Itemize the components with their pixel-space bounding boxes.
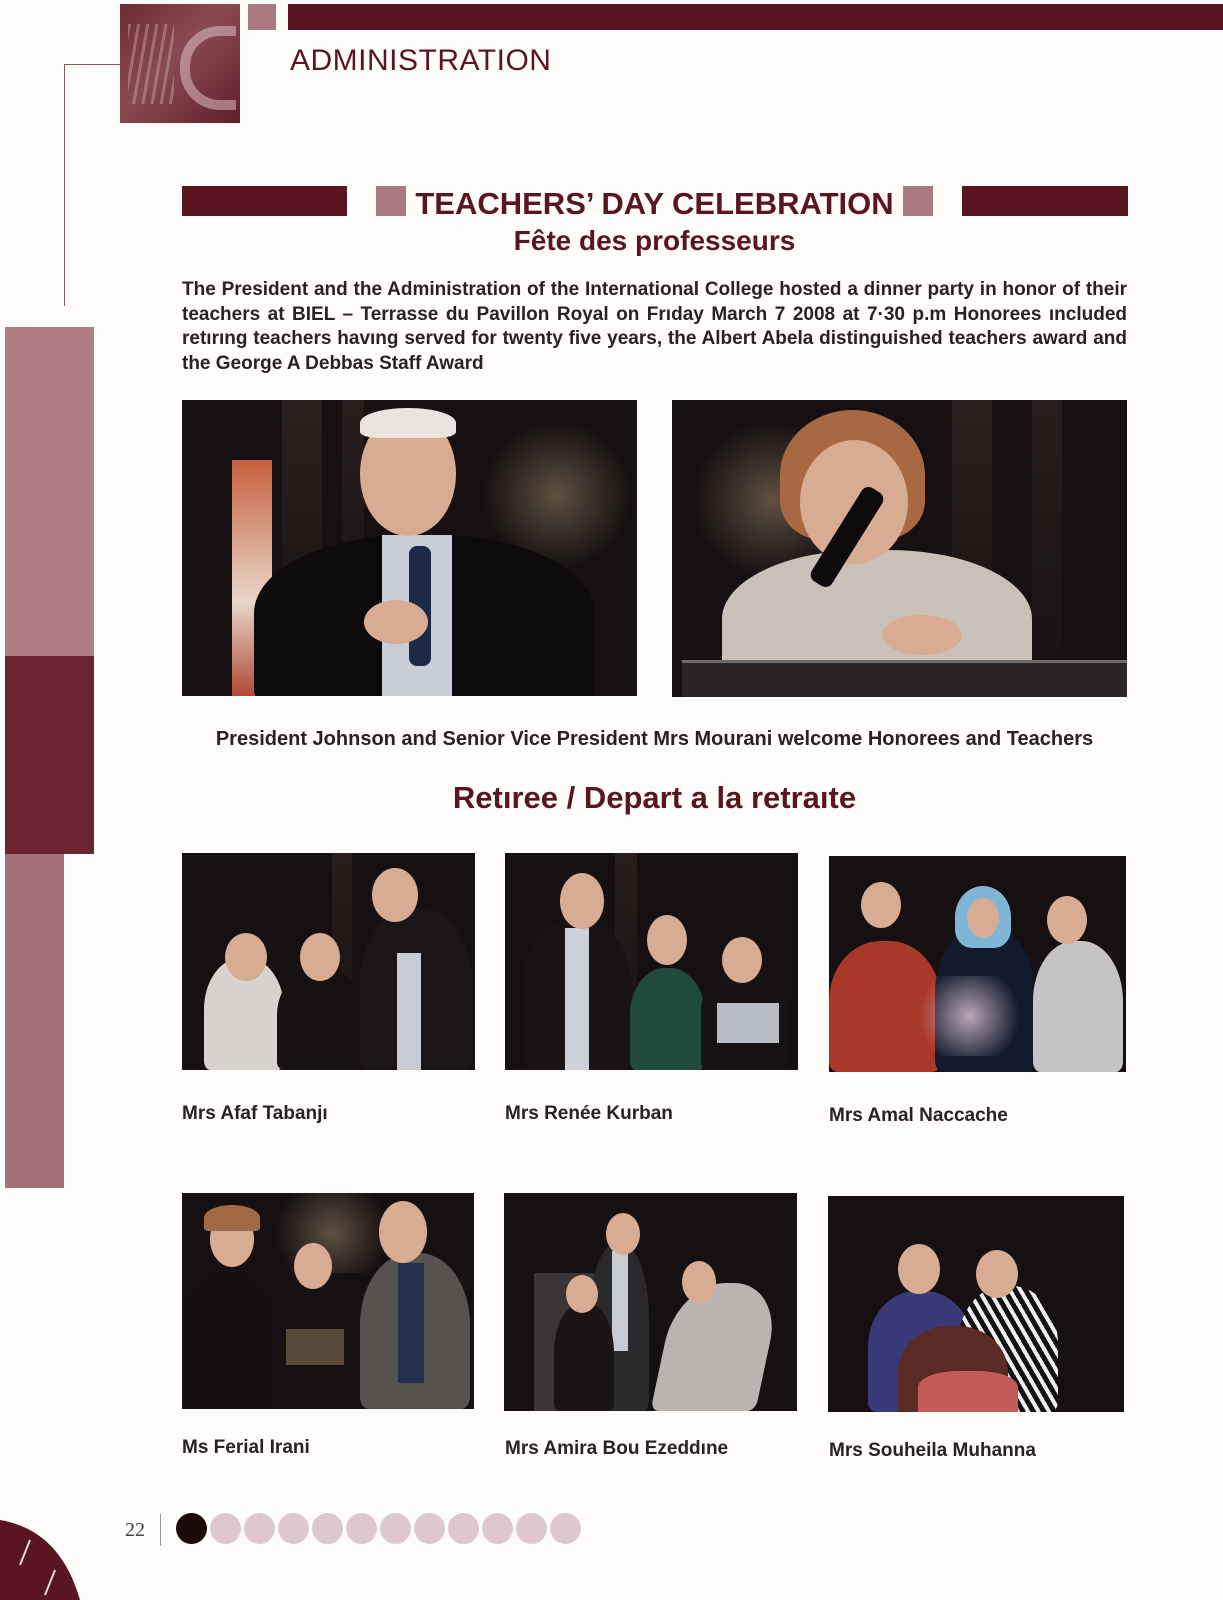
header-accent-square xyxy=(248,4,276,30)
side-band-dark xyxy=(5,656,94,854)
retiree-caption-1: Mrs Afaf Tabanjı xyxy=(182,1103,328,1124)
photo-retiree-3 xyxy=(829,856,1126,1072)
corner-decoration xyxy=(0,1520,80,1600)
heading-bar-left xyxy=(182,186,347,216)
page-dot xyxy=(312,1513,343,1544)
page-dot-active xyxy=(176,1513,207,1544)
page-dot xyxy=(550,1513,581,1544)
heading-bar-right xyxy=(962,186,1128,216)
page-dot xyxy=(210,1513,241,1544)
top-photos-caption: President Johnson and Senior Vice President Mrs Mourani welcome Honorees and Teachers xyxy=(215,728,1094,750)
page-dot xyxy=(414,1513,445,1544)
page-dot xyxy=(448,1513,479,1544)
page-dot xyxy=(346,1513,377,1544)
college-logo xyxy=(120,4,240,123)
page-dot xyxy=(244,1513,275,1544)
page-dot xyxy=(380,1513,411,1544)
header-bar xyxy=(288,4,1223,30)
retiree-heading: Retıree / Depart a la retraıte xyxy=(452,780,857,815)
heading-square-right xyxy=(903,186,933,216)
heading-square-left xyxy=(376,186,406,216)
photo-retiree-6 xyxy=(828,1196,1124,1412)
page-dot xyxy=(516,1513,547,1544)
article-subtitle: Fête des professeurs xyxy=(513,225,796,256)
page-dot xyxy=(278,1513,309,1544)
page-number: 22 xyxy=(125,1519,145,1541)
retiree-caption-4: Ms Ferial Irani xyxy=(182,1437,310,1458)
photo-retiree-4 xyxy=(182,1193,474,1409)
page-dot xyxy=(482,1513,513,1544)
logo-figures xyxy=(128,24,174,104)
retiree-caption-6: Mrs Souheila Muhanna xyxy=(829,1440,1036,1461)
photo-retiree-1 xyxy=(182,853,475,1070)
page-number-divider xyxy=(160,1514,161,1546)
logo-emblem-icon xyxy=(180,26,236,110)
header-rule-vertical xyxy=(64,64,65,306)
photo-president-johnson xyxy=(182,400,637,696)
page-dots xyxy=(176,1513,581,1544)
page-section-title: ADMINISTRATION xyxy=(290,44,552,77)
photo-retiree-5 xyxy=(504,1193,797,1411)
photo-mrs-mourani xyxy=(672,400,1127,697)
photo-retiree-2 xyxy=(505,853,798,1070)
article-intro: The President and the Administration of the International College hosted a dinner party in honor of their teachers at BIEL – Terrasse du Pavillon Royal on Frıday March 7 2008 at 7·30 p.m Honorees ıncluded retırıng teachers havıng served for twenty five years, the Albert Abela distinguished teachers award and the George A Debbas Staff Award xyxy=(182,279,1127,374)
article-title: TEACHERS’ DAY CELEBRATION xyxy=(415,186,894,221)
retiree-caption-3: Mrs Amal Naccache xyxy=(829,1105,1008,1126)
retiree-caption-2: Mrs Renée Kurban xyxy=(505,1103,673,1124)
retiree-caption-5: Mrs Amira Bou Ezeddıne xyxy=(505,1438,729,1459)
header-rule-horizontal xyxy=(64,64,120,65)
